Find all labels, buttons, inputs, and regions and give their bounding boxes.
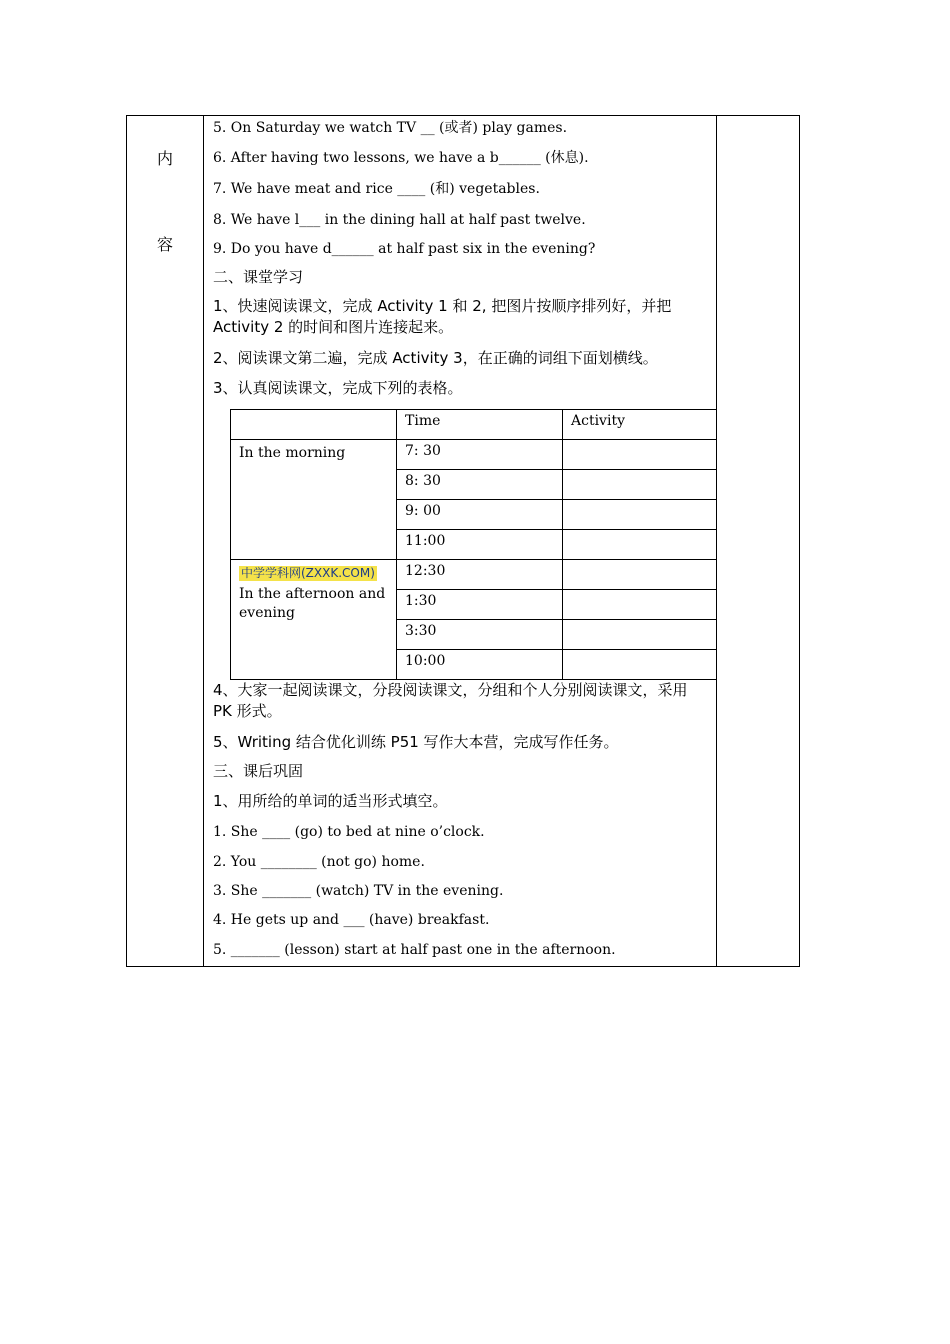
time-cell: 8: 30	[397, 470, 563, 500]
side-label-char2: 容	[156, 235, 173, 254]
fill-blank-8: 8. We have l___ in the dining hall at half past twelve.	[213, 212, 586, 228]
header-activity: Activity	[563, 410, 717, 440]
section3-heading: 三、课后巩固	[213, 762, 304, 780]
table-header-row	[231, 410, 717, 440]
header-time: Time	[397, 410, 563, 440]
section2-step5: 5、Writing 结合优化训练 P51 写作大本营，完成写作任务。	[213, 733, 619, 751]
time-cell: 1:30	[397, 590, 563, 620]
section2-step4: 4、大家一起阅读课文，分段阅读课文，分组和个人分别阅读课文，采用 PK 形式。	[213, 681, 688, 720]
activity-cell	[563, 500, 717, 530]
activity-cell	[563, 440, 717, 470]
time-cell: 3:30	[397, 620, 563, 650]
afternoon-label: In the afternoon and evening	[239, 586, 386, 621]
fill-blank-6: 6. After having two lessons, we have a b______ (休息).	[213, 150, 589, 166]
fill-blank-9: 9. Do you have d______ at half past six in the evening?	[213, 241, 596, 257]
activity-cell	[563, 530, 717, 560]
activity-cell	[563, 590, 717, 620]
fill-blank-7: 7. We have meat and rice ____ (和) vegetables.	[213, 181, 540, 197]
section2-step3: 3、认真阅读课文，完成下列的表格。	[213, 379, 463, 397]
afternoon-section	[231, 560, 397, 680]
column-divider-left	[203, 116, 204, 966]
exercise-item: 2. You ________ (not go) home.	[213, 854, 425, 870]
morning-label: In the morning	[231, 440, 397, 560]
time-cell: 11:00	[397, 530, 563, 560]
time-cell: 7: 30	[397, 440, 563, 470]
exercise-item: 1. She ____ (go) to bed at nine o’clock.	[213, 824, 485, 840]
fill-blank-5: 5. On Saturday we watch TV __ (或者) play games.	[213, 120, 568, 136]
lesson-plan-table	[126, 115, 800, 967]
time-cell: 12:30	[397, 560, 563, 590]
section2-step2: 2、阅读课文第二遍，完成 Activity 3，在正确的词组下面划横线。	[213, 349, 658, 367]
activity-table	[230, 409, 717, 680]
exercise-item: 3. She _______ (watch) TV in the evening.	[213, 883, 504, 899]
activity-cell	[563, 620, 717, 650]
section3-instruction: 1、用所给的单词的适当形式填空。	[213, 792, 448, 810]
side-label-char1: 内	[156, 149, 173, 168]
exercise-item: 5. _______ (lesson) start at half past one in the afternoon.	[213, 942, 616, 958]
activity-cell	[563, 650, 717, 680]
time-cell: 10:00	[397, 650, 563, 680]
activity-cell	[563, 560, 717, 590]
table-row	[231, 440, 717, 470]
table-row	[231, 560, 717, 590]
activity-cell	[563, 470, 717, 500]
section2-step1: 1、快速阅读课文，完成 Activity 1 和 2, 把图片按顺序排列好，并把 Activity 2 的时间和图片连接起来。	[213, 297, 672, 336]
time-cell: 9: 00	[397, 500, 563, 530]
exercise-item: 4. He gets up and ___ (have) breakfast.	[213, 912, 490, 928]
section2-heading: 二、课堂学习	[213, 268, 304, 286]
watermark-logo: 中学学科网(ZXXK.COM)	[241, 566, 375, 580]
header-blank	[231, 410, 397, 440]
